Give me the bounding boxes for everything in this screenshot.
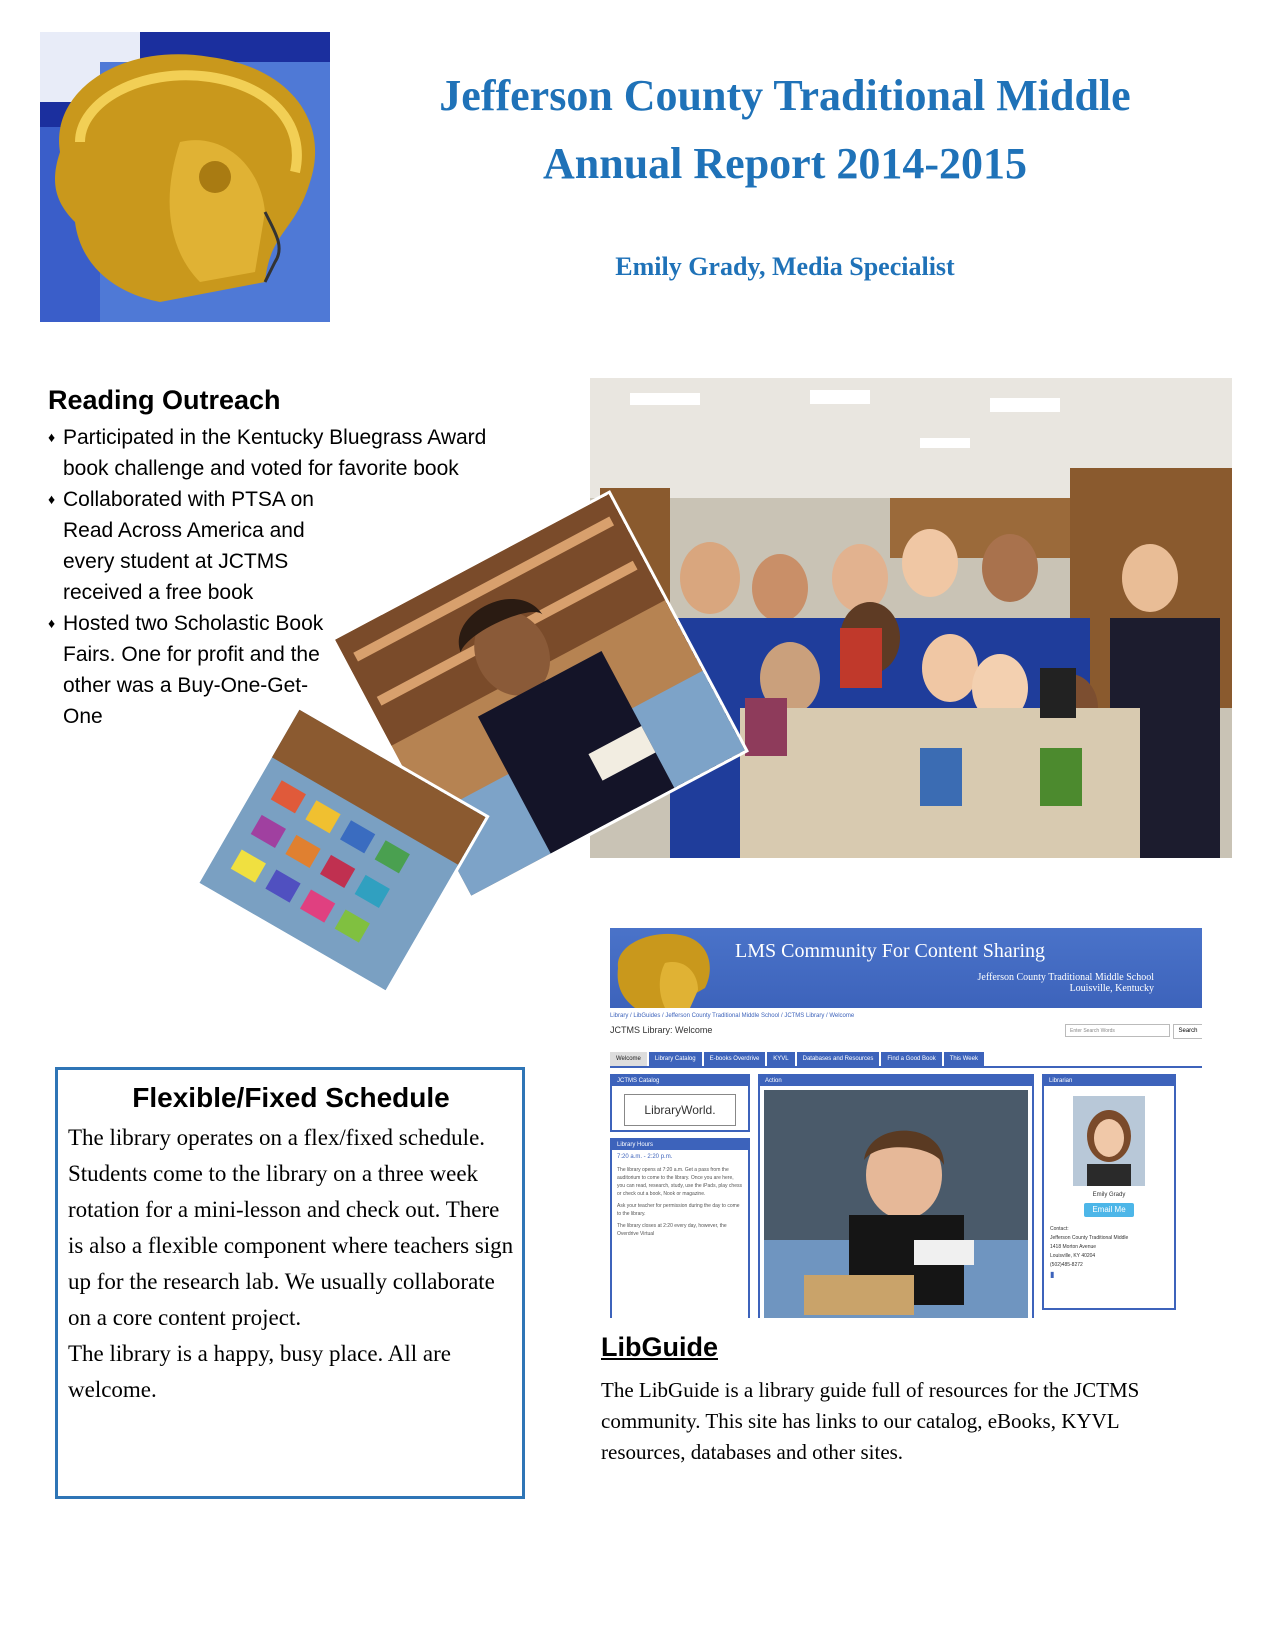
outreach-item: ♦ Collaborated with PTSA on Read Across America and every student at JCTMS received a free book: [48, 484, 333, 608]
tab-welcome[interactable]: Welcome: [610, 1052, 647, 1066]
contact-line: 1418 Morton Avenue: [1050, 1244, 1097, 1250]
catalog-panel-header: JCTMS Catalog: [612, 1076, 748, 1086]
search-input[interactable]: Enter Search Words: [1065, 1024, 1170, 1037]
outreach-item: ♦ Hosted two Scholastic Book Fairs. One for profit and the other was a Buy-One-Get-One: [48, 608, 328, 732]
schedule-heading: Flexible/Fixed Schedule: [132, 1082, 450, 1113]
action-panel-header: Action: [760, 1076, 1032, 1086]
reading-outreach-heading: Reading Outreach: [48, 385, 281, 415]
bookmark-icon[interactable]: ▮: [1050, 1270, 1055, 1279]
tab-this-week[interactable]: This Week: [944, 1052, 984, 1066]
librarian-contact: [1044, 1217, 1174, 1279]
tab-databases[interactable]: Databases and Resources: [797, 1052, 880, 1066]
librarian-name: Emily Grady: [1092, 1192, 1126, 1198]
report-subtitle: Emily Grady, Media Specialist: [615, 252, 955, 281]
banner-title: LMS Community For Content Sharing: [735, 940, 1046, 962]
search-button[interactable]: Search: [1173, 1024, 1202, 1039]
hours-text: The library closes at 2:20 every day, however, the Overdrive Virtual: [617, 1223, 727, 1237]
libguide-description: The LibGuide is a library guide full of resources for the JCTMS community. This site has links to our catalog, eBooks, KYVL resources, databases and other sites.: [601, 1378, 1140, 1464]
school-logo: [40, 32, 330, 322]
contact-line: (502)485-8272: [1050, 1262, 1083, 1268]
breadcrumb[interactable]: Library / LibGuides / Jefferson County Traditional Middle School / JCTMS Library / Welcome: [610, 1013, 855, 1019]
outreach-item: ♦ Participated in the Kentucky Bluegrass Award book challenge and voted for favorite book: [48, 422, 533, 484]
tab-library-catalog[interactable]: Library Catalog: [649, 1052, 702, 1066]
hours-text: Ask your teacher for permission during the day to come to the library.: [617, 1203, 740, 1217]
banner-subtitle: [978, 972, 1154, 994]
tab-kyvl[interactable]: KYVL: [767, 1052, 794, 1066]
schedule-box: [55, 1067, 525, 1499]
libguide-tabs: [610, 1052, 1202, 1068]
libraryworld-link[interactable]: LibraryWorld.: [624, 1094, 736, 1126]
students-with-books-photo: [590, 378, 1232, 858]
email-me-button[interactable]: Email Me: [1084, 1203, 1134, 1217]
librarian-avatar: [1073, 1096, 1145, 1186]
report-title-line2: Annual Report 2014-2015: [542, 139, 1028, 188]
tab-ebooks-overdrive[interactable]: E-books Overdrive: [704, 1052, 766, 1066]
banner-subtitle-line: Louisville, Kentucky: [1069, 983, 1154, 994]
hours-panel-header: Library Hours: [612, 1140, 748, 1150]
schedule-paragraph: The library operates on a flex/fixed schedule. Students come to the library on a three week rotation for a mini-lesson and check out. There is also a flexible component where teachers sign up for the research lab. We usually collaborate on a core content project.: [68, 1125, 514, 1330]
librarian-panel: [1042, 1074, 1176, 1310]
schedule-paragraph: The library is a happy, busy place. All are welcome.: [68, 1341, 451, 1402]
action-panel: [758, 1074, 1034, 1318]
boy-playing-chess-photo: [764, 1090, 1028, 1318]
hours-text: The library opens at 7:20 a.m. Get a pass from the auditorium to come to the library. Once you are here, you can read, research, study, use the iPads, play chess or check out a book, Nook or magazine.: [617, 1167, 742, 1197]
hours-panel: [610, 1138, 750, 1318]
page-title: JCTMS Library: Welcome: [610, 1025, 713, 1035]
banner-subtitle-line: Jefferson County Traditional Middle School: [977, 972, 1154, 983]
hours-time: 7:20 a.m. - 2:20 p.m.: [617, 1154, 673, 1160]
contact-line: Louisville, KY 40204: [1050, 1253, 1096, 1259]
contact-line: Jefferson County Traditional Middle: [1050, 1235, 1129, 1241]
contact-label: Contact:: [1050, 1226, 1069, 1232]
libguide-heading: LibGuide: [601, 1332, 718, 1362]
librarian-panel-header: Librarian: [1044, 1076, 1174, 1086]
catalog-panel: [610, 1074, 750, 1132]
tab-find-a-good-book[interactable]: Find a Good Book: [881, 1052, 941, 1066]
report-title-line1: Jefferson County Traditional Middle: [439, 71, 1131, 120]
libguide-banner: [610, 928, 1202, 1008]
banner-logo-icon: [610, 928, 720, 1008]
libguide-screenshot: [610, 928, 1202, 1318]
